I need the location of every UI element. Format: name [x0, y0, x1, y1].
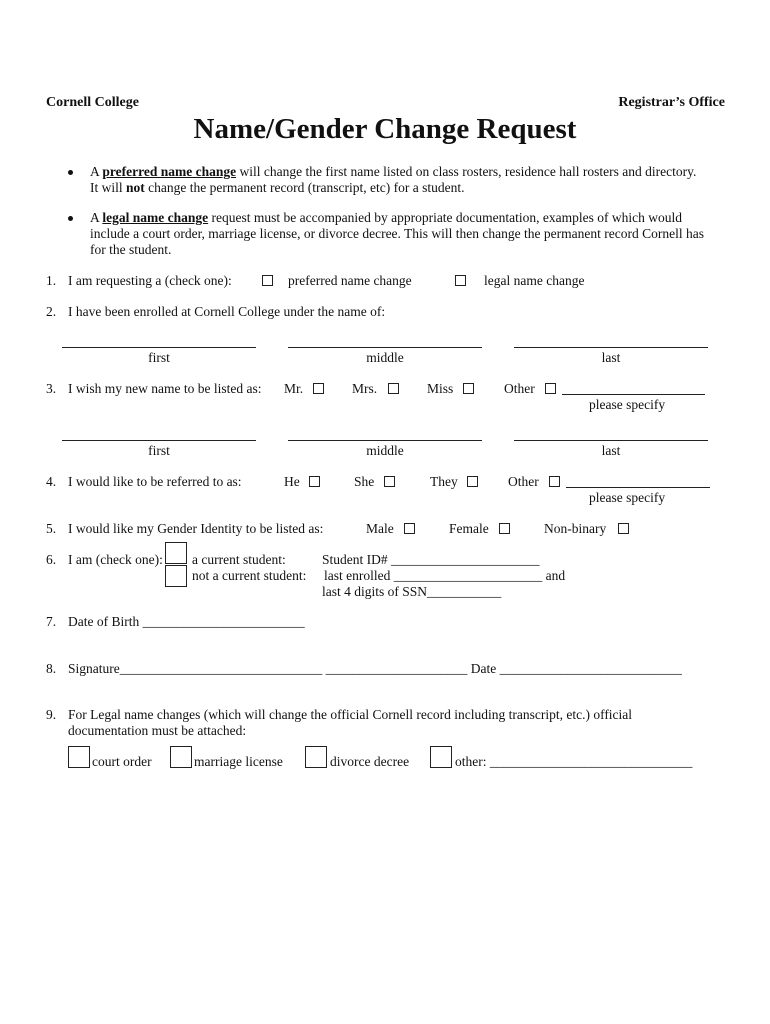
- bullet-icon: [68, 216, 73, 221]
- title-other-option: Other: [504, 381, 535, 396]
- new-first-name-field[interactable]: [62, 440, 256, 441]
- she-option: She: [354, 474, 375, 489]
- pronoun-other-field[interactable]: [566, 487, 710, 488]
- q1-label: I am requesting a (check one):: [68, 273, 232, 288]
- not-current-student-option: not a current student:: [192, 568, 307, 583]
- bullet-1-line-2: [90, 180, 465, 196]
- bullet-1-line-2-text: change the permanent record (transcript, etc) for a student.: [144, 180, 465, 195]
- male-option: Male: [366, 521, 394, 536]
- court-order-option: court order: [92, 754, 152, 769]
- he-option: He: [284, 474, 300, 489]
- title-other-checkbox[interactable]: [545, 383, 556, 394]
- title-other-field[interactable]: [562, 394, 705, 395]
- preferred-name-option: preferred name change: [288, 273, 412, 288]
- miss-option: Miss: [427, 381, 454, 396]
- marriage-license-option: marriage license: [194, 754, 283, 769]
- enrolled-middle-caption: middle: [366, 350, 404, 365]
- legal-name-checkbox[interactable]: [455, 275, 466, 286]
- enrolled-middle-name-field[interactable]: [288, 347, 482, 348]
- q6-number: 6.: [46, 552, 57, 567]
- student-id-field[interactable]: Student ID# ______________________: [322, 552, 540, 567]
- new-middle-name-field[interactable]: [288, 440, 482, 441]
- divorce-decree-option: divorce decree: [330, 754, 410, 769]
- new-middle-caption: middle: [366, 443, 404, 458]
- title-specify-caption: please specify: [589, 397, 666, 412]
- new-first-caption: first: [148, 443, 170, 458]
- he-checkbox[interactable]: [309, 476, 320, 487]
- pronoun-other-checkbox[interactable]: [549, 476, 560, 487]
- q4-number: 4.: [46, 474, 57, 489]
- new-last-caption: last: [601, 443, 621, 458]
- date-of-birth-field[interactable]: Date of Birth ________________________: [68, 614, 305, 629]
- q7-number: 7.: [46, 614, 57, 629]
- last-enrolled-field[interactable]: last enrolled ______________________ and: [324, 568, 566, 583]
- institution-name: Cornell College: [46, 95, 139, 110]
- q9-label-line-2: documentation must be attached:: [68, 723, 247, 738]
- bullet-2-line-3: for the student.: [90, 242, 172, 257]
- q3-label: I wish my new name to be listed as:: [68, 381, 262, 396]
- q5-number: 5.: [46, 521, 57, 536]
- mrs-checkbox[interactable]: [388, 383, 399, 394]
- mr-checkbox[interactable]: [313, 383, 324, 394]
- bullet-1-not: not: [126, 180, 145, 195]
- office-name: Registrar’s Office: [618, 95, 725, 110]
- nonbinary-option: Non-binary: [544, 521, 607, 536]
- female-option: Female: [449, 521, 489, 536]
- male-checkbox[interactable]: [404, 523, 415, 534]
- q2-number: 2.: [46, 304, 57, 319]
- female-checkbox[interactable]: [499, 523, 510, 534]
- page-title: Name/Gender Change Request: [193, 113, 577, 145]
- current-student-checkbox[interactable]: [165, 542, 187, 564]
- document-other-field[interactable]: other: ______________________________: [455, 754, 693, 769]
- nonbinary-checkbox[interactable]: [618, 523, 629, 534]
- bullet-2-line-2: include a court order, marriage license, or divorce decree. This will then change the permanent record Cornell has: [90, 226, 704, 241]
- legal-name-option: legal name change: [484, 273, 585, 288]
- q9-number: 9.: [46, 707, 57, 722]
- mrs-option: Mrs.: [352, 381, 378, 396]
- bullet-2-line-1: [90, 210, 682, 226]
- signature-field[interactable]: Signature______________________________ _____________________ Date ___________________________: [68, 661, 682, 676]
- bullet-1-line-2-prefix: It will: [90, 180, 126, 195]
- they-checkbox[interactable]: [467, 476, 478, 487]
- bullet-1-line-1: [90, 164, 696, 180]
- bullet-2-prefix: A: [90, 210, 103, 225]
- she-checkbox[interactable]: [384, 476, 395, 487]
- bullet-1-text: will change the first name listed on class rosters, residence hall rosters and directory.: [236, 164, 697, 179]
- miss-checkbox[interactable]: [463, 383, 474, 394]
- pronoun-other-option: Other: [508, 474, 539, 489]
- q1-number: 1.: [46, 273, 57, 288]
- ssn-field[interactable]: last 4 digits of SSN___________: [322, 584, 502, 599]
- current-student-option: a current student:: [192, 552, 286, 567]
- divorce-decree-checkbox[interactable]: [305, 746, 327, 768]
- preferred-name-term: preferred name change: [102, 164, 237, 179]
- mr-option: Mr.: [284, 381, 304, 396]
- preferred-name-checkbox[interactable]: [262, 275, 273, 286]
- q8-number: 8.: [46, 661, 57, 676]
- bullet-2-text: request must be accompanied by appropriate documentation, examples of which would: [208, 210, 682, 225]
- q2-label: I have been enrolled at Cornell College under the name of:: [68, 304, 386, 319]
- document-other-checkbox[interactable]: [430, 746, 452, 768]
- marriage-license-checkbox[interactable]: [170, 746, 192, 768]
- q5-label: I would like my Gender Identity to be listed as:: [68, 521, 324, 536]
- bullet-1-prefix: A: [90, 164, 103, 179]
- enrolled-last-caption: last: [601, 350, 621, 365]
- q9-label-line-1: For Legal name changes (which will change the official Cornell record including transcript, etc.) official: [68, 707, 633, 722]
- they-option: They: [430, 474, 458, 489]
- q6-label: I am (check one):: [68, 552, 163, 567]
- court-order-checkbox[interactable]: [68, 746, 90, 768]
- bullet-icon: [68, 170, 73, 175]
- enrolled-last-name-field[interactable]: [514, 347, 708, 348]
- new-last-name-field[interactable]: [514, 440, 708, 441]
- enrolled-first-name-field[interactable]: [62, 347, 256, 348]
- q4-label: I would like to be referred to as:: [68, 474, 242, 489]
- legal-name-term: legal name change: [102, 210, 209, 225]
- pronoun-specify-caption: please specify: [589, 490, 666, 505]
- q3-number: 3.: [46, 381, 57, 396]
- enrolled-first-caption: first: [148, 350, 170, 365]
- not-current-student-checkbox[interactable]: [165, 565, 187, 587]
